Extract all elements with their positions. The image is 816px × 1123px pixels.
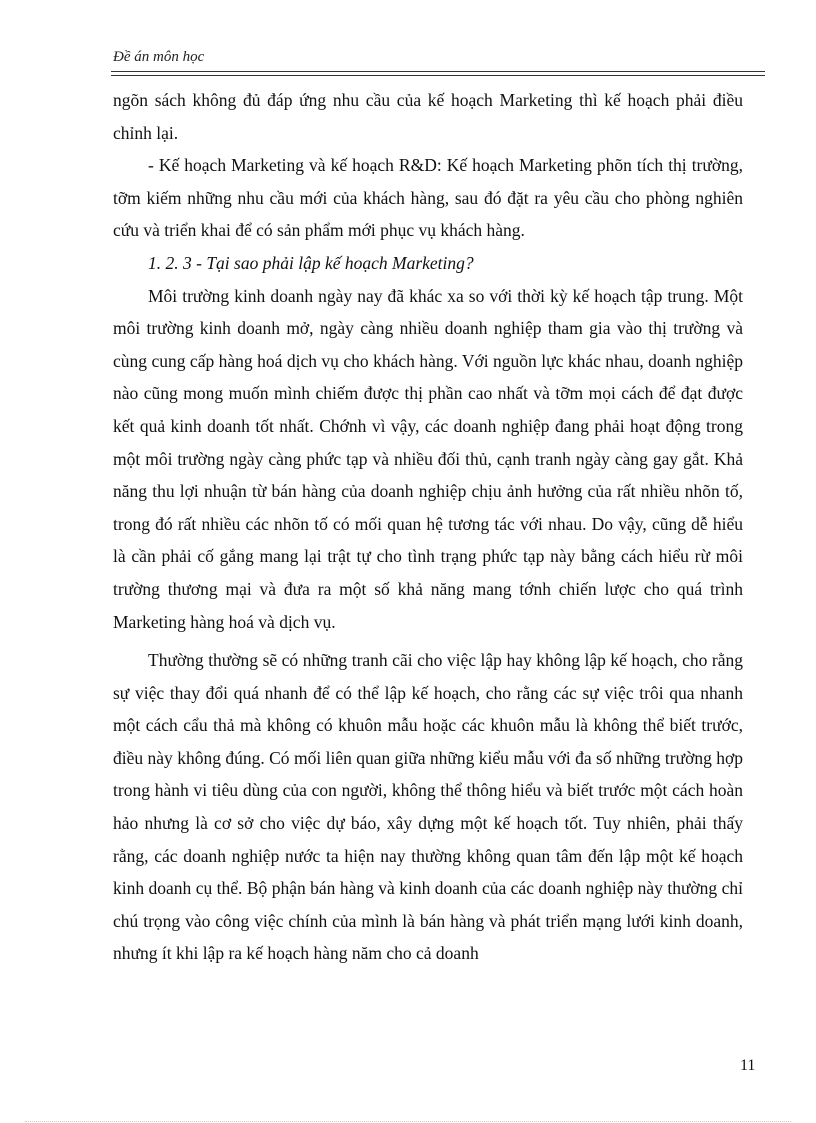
header-title: Đề án môn học	[113, 49, 205, 65]
paragraph-continuation: ngõn sách không đủ đáp ứng nhu cầu của kế hoạch Marketing thì kế hoạch phải điều chỉnh lại.	[113, 90, 743, 143]
header-rule-bottom	[111, 75, 765, 76]
header-rule-top	[111, 71, 765, 72]
paragraph-marketing-rd: - Kế hoạch Marketing và kế hoạch R&D: Kế hoạch Marketing phõn tích thị trường, tỡm kiếm những nhu cầu mới của khách hàng, sau đó đặt ra yêu cầu cho phòng nghiên cứu và triển khai để có sản phẩm mới phục vụ khách hàng.	[113, 155, 743, 241]
section-heading: 1. 2. 3 - Tại sao phải lập kế hoạch Marketing?	[148, 252, 474, 273]
paragraph-business-environment: Môi trường kinh doanh ngày nay đã khác xa so với thời kỳ kế hoạch tập trung. Một môi trường kinh doanh mở, ngày càng nhiều doanh nghiệp tham gia vào thị trường và cùng cung cấp hàng hoá dịch vụ cho khách hàng. Với nguồn lực khác nhau, doanh nghiệp nào cũng mong muốn mình chiếm được thị phần cao nhất và tỡm mọi cách để đạt được kết quả kinh doanh tốt nhất. Chớnh vì vậy, các doanh nghiệp đang phải hoạt động trong một môi trường ngày càng phức tạp và nhiều đối thủ, cạnh tranh ngày càng gay gắt. Khả năng thu lợi nhuận từ bán hàng của doanh nghiệp chịu ảnh hưởng của rất nhiều nhõn tố, trong đó rất nhiều các nhõn tố có mối quan hệ tương tác với nhau. Do vậy, cũng dễ hiểu là cần phải cố gắng mang lại trật tự cho tình trạng phức tạp này bằng cách hiểu rừ môi trường thương mại và đưa ra một số khả năng mang tớnh chiến lược cho quá trình Marketing hàng hoá và dịch vụ.	[113, 285, 743, 632]
document-body	[113, 84, 743, 970]
page-bottom-edge	[25, 1121, 791, 1122]
paragraph-planning-debate: Thường thường sẽ có những tranh cãi cho việc lập hay không lập kế hoạch, cho rằng sự việc thay đổi quá nhanh để có thể lập kế hoạch, cho rằng các sự việc trôi qua nhanh một cách cẩu thả mà không có khuôn mẫu hoặc các khuôn mẫu là không thể biết trước, điều này không đúng. Có mối liên quan giữa những kiểu mẫu với đa số những trường hợp trong hành vi tiêu dùng của con người, không thể thông hiểu và biết trước một cách hoàn hảo nhưng là cơ sở cho việc dự báo, xây dựng một kế hoạch tốt. Tuy nhiên, phải thấy rằng, các doanh nghiệp nước ta hiện nay thường không quan tâm đến lập một kế hoạch kinh doanh cụ thể. Bộ phận bán hàng và kinh doanh của các doanh nghiệp này thường chỉ chú trọng vào công việc chính của mình là bán hàng và phát triển mạng lưới kinh doanh, nhưng ít khi lập ra kế hoạch hàng năm cho cả doanh	[113, 650, 743, 964]
page-number: 11	[740, 1057, 756, 1074]
